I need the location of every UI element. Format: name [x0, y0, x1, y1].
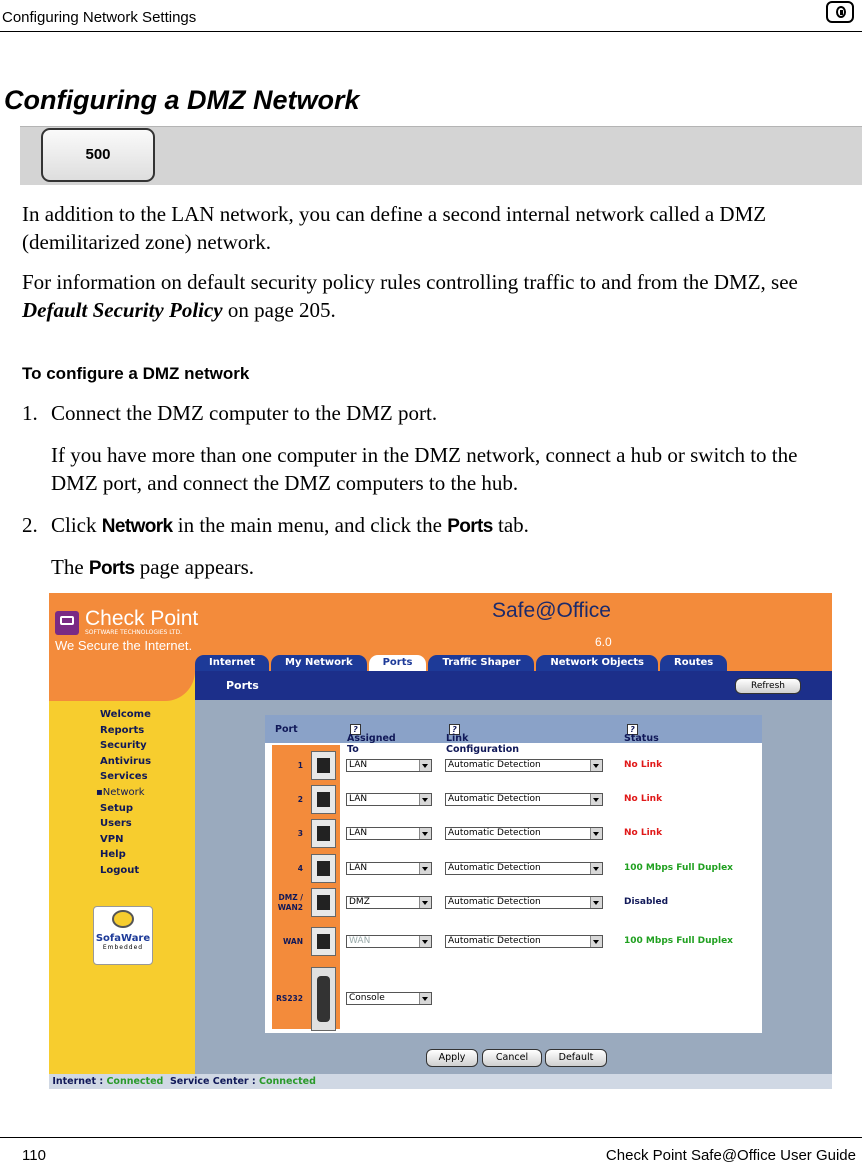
port-status: No Link [624, 828, 663, 838]
step-1-number: 1. [22, 401, 38, 425]
link-configuration-select[interactable]: Automatic Detection [445, 862, 603, 875]
slogan: We Secure the Internet. [55, 638, 193, 653]
cancel-button[interactable]: Cancel [482, 1049, 542, 1067]
assigned-to-select[interactable]: Console [346, 992, 432, 1005]
port-label: 1 [297, 761, 303, 770]
menu-reports[interactable]: Reports [100, 724, 145, 736]
help-icon[interactable]: ? [449, 724, 460, 735]
guide-title: Check Point Safe@Office User Guide [605, 1147, 856, 1164]
step-2-text: Click Network in the main menu, and click the Ports tab. [51, 513, 529, 537]
port-label: 4 [297, 864, 303, 873]
procedure-title: To configure a DMZ network [22, 364, 250, 383]
table-row [265, 819, 762, 848]
checkpoint-logo-icon [55, 611, 79, 635]
ethernet-port-icon [311, 751, 336, 780]
tab-network-objects[interactable]: Network Objects [536, 655, 658, 671]
apply-button[interactable]: Apply [426, 1049, 478, 1067]
port-status: 100 Mbps Full Duplex [624, 936, 733, 946]
tab-internet[interactable]: Internet [195, 655, 269, 671]
table-row [265, 967, 762, 1031]
table-row [265, 888, 762, 917]
top-banner [49, 593, 832, 671]
sofaware-logo: SofaWare Embedded [93, 906, 153, 965]
step-1-text: Connect the DMZ computer to the DMZ port. [51, 401, 438, 425]
logo-text: Check Point [85, 607, 199, 630]
refresh-button[interactable]: Refresh [735, 678, 801, 694]
intro-paragraph: In addition to the LAN network, you can define a second internal network called a DMZ (demilitarized zone) network. [22, 202, 767, 254]
table-row [265, 785, 762, 814]
menu-services[interactable]: Services [100, 771, 148, 783]
menu-security[interactable]: Security [100, 740, 147, 752]
step-2-number: 2. [22, 513, 38, 537]
port-label: RS232 [276, 994, 303, 1003]
menu-welcome[interactable]: Welcome [100, 709, 151, 720]
help-icon[interactable]: ? [350, 724, 361, 735]
col-link: Link Configuration ? [446, 725, 520, 755]
service-center-status: Connected [259, 1076, 316, 1087]
tab-my-network[interactable]: My Network [271, 655, 367, 671]
table-row [265, 751, 762, 780]
port-status: No Link [624, 760, 663, 770]
assigned-to-select[interactable]: LAN [346, 759, 432, 772]
ethernet-port-icon [311, 888, 336, 917]
policy-link[interactable]: Default Security Policy [22, 298, 223, 322]
header-title: Configuring Network Settings [2, 9, 197, 26]
model-band [20, 126, 862, 185]
status-bar: Internet : Connected Service Center : Connected [49, 1074, 832, 1089]
help-icon[interactable]: ? [627, 724, 638, 735]
link-configuration-select[interactable]: Automatic Detection [445, 896, 603, 909]
sofaware-icon [112, 910, 134, 928]
default-button[interactable]: Default [545, 1049, 607, 1067]
menu-users[interactable]: Users [100, 818, 132, 830]
table-row [265, 927, 762, 956]
tab-ports[interactable]: Ports [369, 655, 427, 671]
menu-antivirus[interactable]: Antivirus [100, 755, 152, 767]
page-footer [0, 1137, 862, 1164]
step-1-note: If you have more than one computer in the DMZ network, connect a hub or switch to the DMZ port, and connect the DMZ computers to the hub. [51, 443, 798, 495]
menu-vpn[interactable]: VPN [100, 833, 124, 845]
assigned-to-select[interactable]: WAN [346, 935, 432, 948]
ethernet-port-icon [311, 819, 336, 848]
internet-status: Connected [106, 1076, 164, 1087]
ethernet-port-icon [311, 854, 336, 883]
ethernet-port-icon [311, 785, 336, 814]
port-status: 100 Mbps Full Duplex [624, 863, 733, 873]
assigned-to-select[interactable]: LAN [346, 862, 432, 875]
menu-logout[interactable]: Logout [100, 864, 140, 876]
port-label: WAN [282, 937, 303, 946]
ports-screenshot [49, 593, 832, 1089]
tab-routes[interactable]: Routes [660, 655, 727, 671]
serial-port-icon [311, 967, 336, 1031]
page-number: 110 [22, 1147, 46, 1164]
main-menu [96, 707, 152, 879]
port-label: 2 [297, 795, 303, 804]
assigned-to-select[interactable]: DMZ [346, 896, 432, 909]
port-status: Disabled [624, 897, 669, 907]
logo-subtitle: SOFTWARE TECHNOLOGIES LTD. [85, 629, 182, 636]
menu-help[interactable]: Help [100, 849, 126, 861]
tip-icon [826, 1, 854, 23]
page-title-bar [195, 671, 832, 700]
link-configuration-select[interactable]: Automatic Detection [445, 827, 603, 840]
tab-traffic-shaper[interactable]: Traffic Shaper [428, 655, 534, 671]
link-configuration-select[interactable]: Automatic Detection [445, 759, 603, 772]
step-2-note: The Ports page appears. [51, 555, 255, 579]
page-heading: Configuring a DMZ Network [4, 85, 360, 115]
model-badge: 500 [41, 128, 155, 182]
port-label: 3 [297, 829, 303, 838]
link-configuration-select[interactable]: Automatic Detection [445, 793, 603, 806]
table-header [265, 715, 762, 755]
assigned-to-select[interactable]: LAN [346, 793, 432, 806]
col-port: Port [275, 724, 298, 735]
app-title: Safe@Office [492, 599, 611, 622]
link-configuration-select[interactable]: Automatic Detection [445, 935, 603, 948]
ports-page-title: Ports [226, 679, 259, 692]
menu-setup[interactable]: Setup [100, 802, 134, 814]
tab-bar [195, 655, 727, 671]
info-paragraph: For information on default security policy rules controlling traffic to and from the DMZ, see Default Security Policy on page 205. [22, 270, 798, 322]
ethernet-port-icon [311, 927, 336, 956]
port-status: No Link [624, 794, 663, 804]
menu-network[interactable]: ▪Network [96, 786, 145, 798]
page-header [0, 0, 862, 32]
ports-table [265, 715, 762, 1033]
col-assigned: Assigned To ? [347, 725, 396, 755]
assigned-to-select[interactable]: LAN [346, 827, 432, 840]
port-label: DMZ / WAN2 [277, 893, 303, 912]
col-status: Status ? [624, 725, 659, 744]
table-row [265, 854, 762, 883]
app-version: 6.0 [595, 635, 612, 649]
